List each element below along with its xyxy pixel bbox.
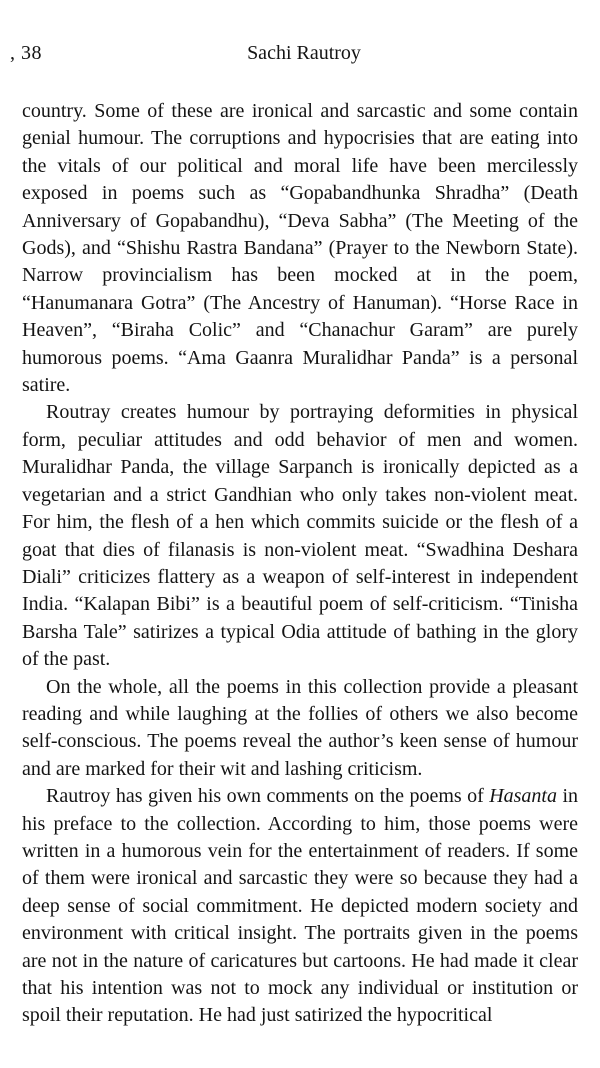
paragraph-4-text: in his preface to the collection. According to him, those poems were written in a humorous vein for the entertainment of readers. If some of them were ironical and sarcastic they were so because they had a deep sense of social commitment. He depicted modern society and environment with critical insight. The portraits given in the poems are not in the nature of caricatures but cartoons. He had made it clear that his intention was not to mock any individual or institution or spoil their reputation. He had just satirized the hypocritical: [22, 785, 578, 1027]
running-title: Sachi Rautroy: [247, 42, 361, 64]
book-title-hasanta: Hasanta: [489, 785, 557, 808]
paragraph-4: [22, 783, 578, 1030]
body-text: [22, 98, 578, 1030]
paragraph-2: Routray creates humour by portraying deformities in physical form, peculiar attitudes and odd behavior of men and women. Muralidhar Panda, the village Sarpanch is ironically depicted as a vegetarian and a strict Gandhian who only takes non-violent meat. For him, the flesh of a hen which commits suicide or the flesh of a goat that dies of filanasis is non-violent meat. “Swadhina Deshara Diali” criticizes flattery as a weapon of self-interest in independent India. “Kalapan Bibi” is a beautiful poem of self-criticism. “Tinisha Barsha Tale” satirizes a typical Odia attitude of bathing in the glory of the past.: [22, 401, 578, 671]
page-number: , 38: [10, 42, 42, 64]
paragraph-4-lead: Rautroy has given his own comments on the poems of: [46, 785, 490, 808]
paragraph-3: On the whole, all the poems in this collection provide a pleasant reading and while laughing at the follies of others we also become self-conscious. The poems reveal the author’s keen sense of humour and are marked for their wit and lashing criticism.: [22, 675, 578, 780]
paragraph-1: country. Some of these are ironical and sarcastic and some contain genial humour. The corruptions and hypocrisies that are eating into the vitals of our political and moral life have been mercilessly exposed in poems such as “Gopabandhunka Shradha” (Death Anniversary of Gopabandhu), “Deva Sabha” (The Meeting of the Gods), and “Shishu Rastra Bandana” (Prayer to the Newborn State). Narrow provincialism has been mocked at in the poem, “Hanumanara Gotra” (The Ancestry of Hanuman). “Horse Race in Heaven”, “Biraha Colic” and “Chanachur Garam” are purely humorous poems. “Ama Gaanra Muralidhar Panda” is a personal satire.: [22, 100, 578, 397]
page-header: [0, 42, 600, 70]
